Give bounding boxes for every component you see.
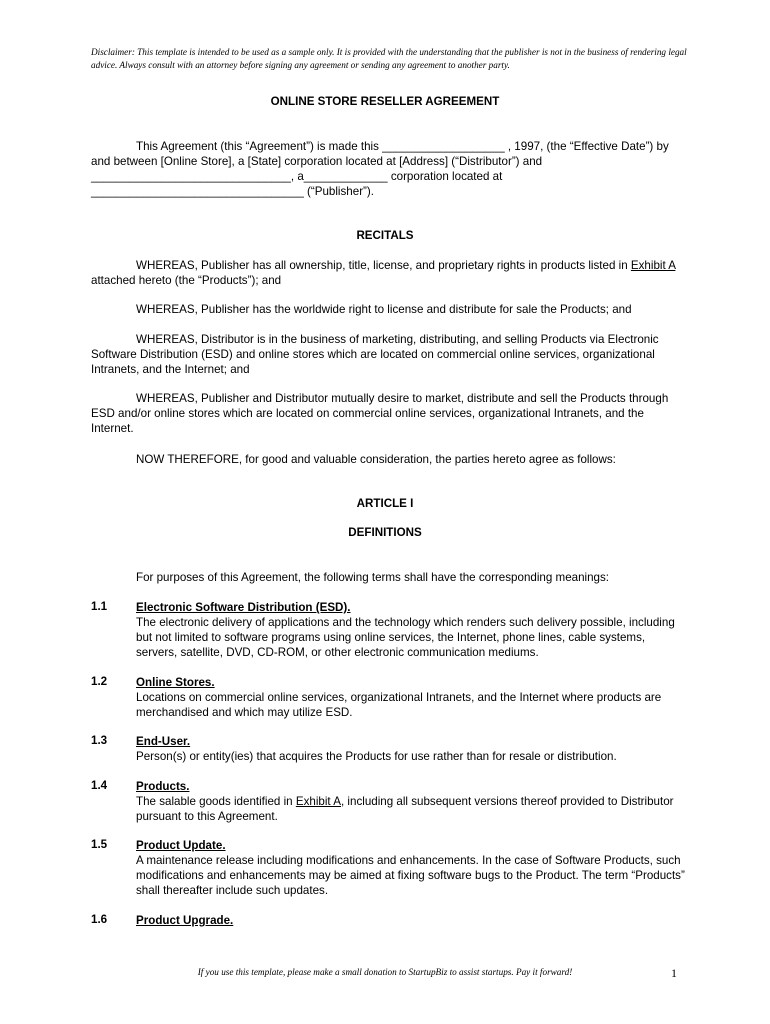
definition-text	[136, 794, 686, 824]
definition-number: 1.4	[91, 779, 108, 792]
disclaimer-text: Disclaimer: This template is intended to be used as a sample only. It is provided with the understanding that the publisher is not in the business of rendering legal advice. Always consult with an attorney before signing any agreement or sending any agreement to another party.	[91, 47, 687, 70]
recitals-heading: RECITALS	[356, 229, 414, 242]
definition-item	[136, 600, 686, 660]
definition-term: End-User.	[136, 735, 191, 748]
definition-item	[136, 779, 686, 824]
definition-item	[136, 734, 686, 764]
recital-2: WHEREAS, Publisher has the worldwide right to license and distribute for sale the Products; and	[136, 303, 632, 316]
definition-text: Locations on commercial online services, organizational Intranets, and the Internet where products are merchandised and which may utilize ESD.	[136, 691, 662, 719]
definition-number: 1.1	[91, 600, 108, 613]
definition-number: 1.6	[91, 913, 108, 926]
recital-3: WHEREAS, Distributor is in the business of marketing, distributing, and selling Products via Electronic Software Distribution (ESD) and online stores which are located on commercial online services, organizational Intranets, and the Internet; and	[91, 333, 659, 376]
recital-4: WHEREAS, Publisher and Distributor mutually desire to market, distribute and sell the Products through ESD and/or online stores which are located on commercial online services, organizational Intranets, and the Internet.	[91, 392, 669, 435]
definition-term: Products.	[136, 780, 190, 793]
article-heading: ARTICLE I	[356, 497, 414, 510]
definition-term: Product Update.	[136, 839, 226, 852]
definition-text-post: , including all subsequent versions thereof provided to Distributor pursuant to this Agreement.	[136, 795, 674, 823]
exhibit-a-link[interactable]: Exhibit A	[630, 259, 676, 272]
definition-text: The electronic delivery of applications and the technology which renders such delivery possible, including but not limited to software programs using online services, the Internet, phone lines, cable systems, servers, satellite, DVD, CD-ROM, or other electronic communication mediums.	[136, 616, 675, 659]
recital-1	[91, 258, 681, 288]
recital-1-text-post: attached hereto (the “Products”); and	[91, 274, 282, 287]
definition-term: Product Upgrade.	[136, 914, 234, 927]
definitions-heading: DEFINITIONS	[348, 526, 422, 539]
document-title: ONLINE STORE RESELLER AGREEMENT	[270, 95, 500, 108]
definition-text: Person(s) or entity(ies) that acquires the Products for use rather than for resale or distribution.	[136, 750, 617, 763]
recital-1-text-pre: WHEREAS, Publisher has all ownership, title, license, and proprietary rights in products listed in	[136, 259, 631, 272]
definition-number: 1.5	[91, 838, 108, 851]
definition-item	[136, 675, 686, 720]
definition-text-pre: The salable goods identified in	[136, 795, 296, 808]
intro-paragraph: This Agreement (this “Agreement”) is made this ___________________ , 1997, (the “Effective Date”) by and between [Online Store], a [State] corporation located at [Address] (“Distributor”) and _______________________________, a_____________ corporation located at _________________________________ (“Publisher”).	[91, 140, 669, 198]
footer-note: If you use this template, please make a small donation to StartupBiz to assist startups. Pay it forward!	[197, 967, 573, 977]
exhibit-a-link[interactable]: Exhibit A	[295, 795, 341, 808]
page-number: 1	[671, 966, 677, 980]
definition-term: Online Stores.	[136, 676, 215, 689]
definition-item	[136, 838, 686, 898]
definition-number: 1.3	[91, 734, 108, 747]
recital-5: NOW THEREFORE, for good and valuable consideration, the parties hereto agree as follows:	[136, 453, 616, 466]
definition-number: 1.2	[91, 675, 108, 688]
definition-term: Electronic Software Distribution (ESD).	[136, 601, 351, 614]
definition-item	[136, 913, 686, 928]
definition-text: A maintenance release including modifications and enhancements. In the case of Software Products, such modifications and enhancements may be aimed at fixing software bugs to the Product. The term “Products” shall thereafter include such updates.	[136, 854, 685, 897]
definitions-intro: For purposes of this Agreement, the following terms shall have the corresponding meanings:	[136, 571, 610, 584]
